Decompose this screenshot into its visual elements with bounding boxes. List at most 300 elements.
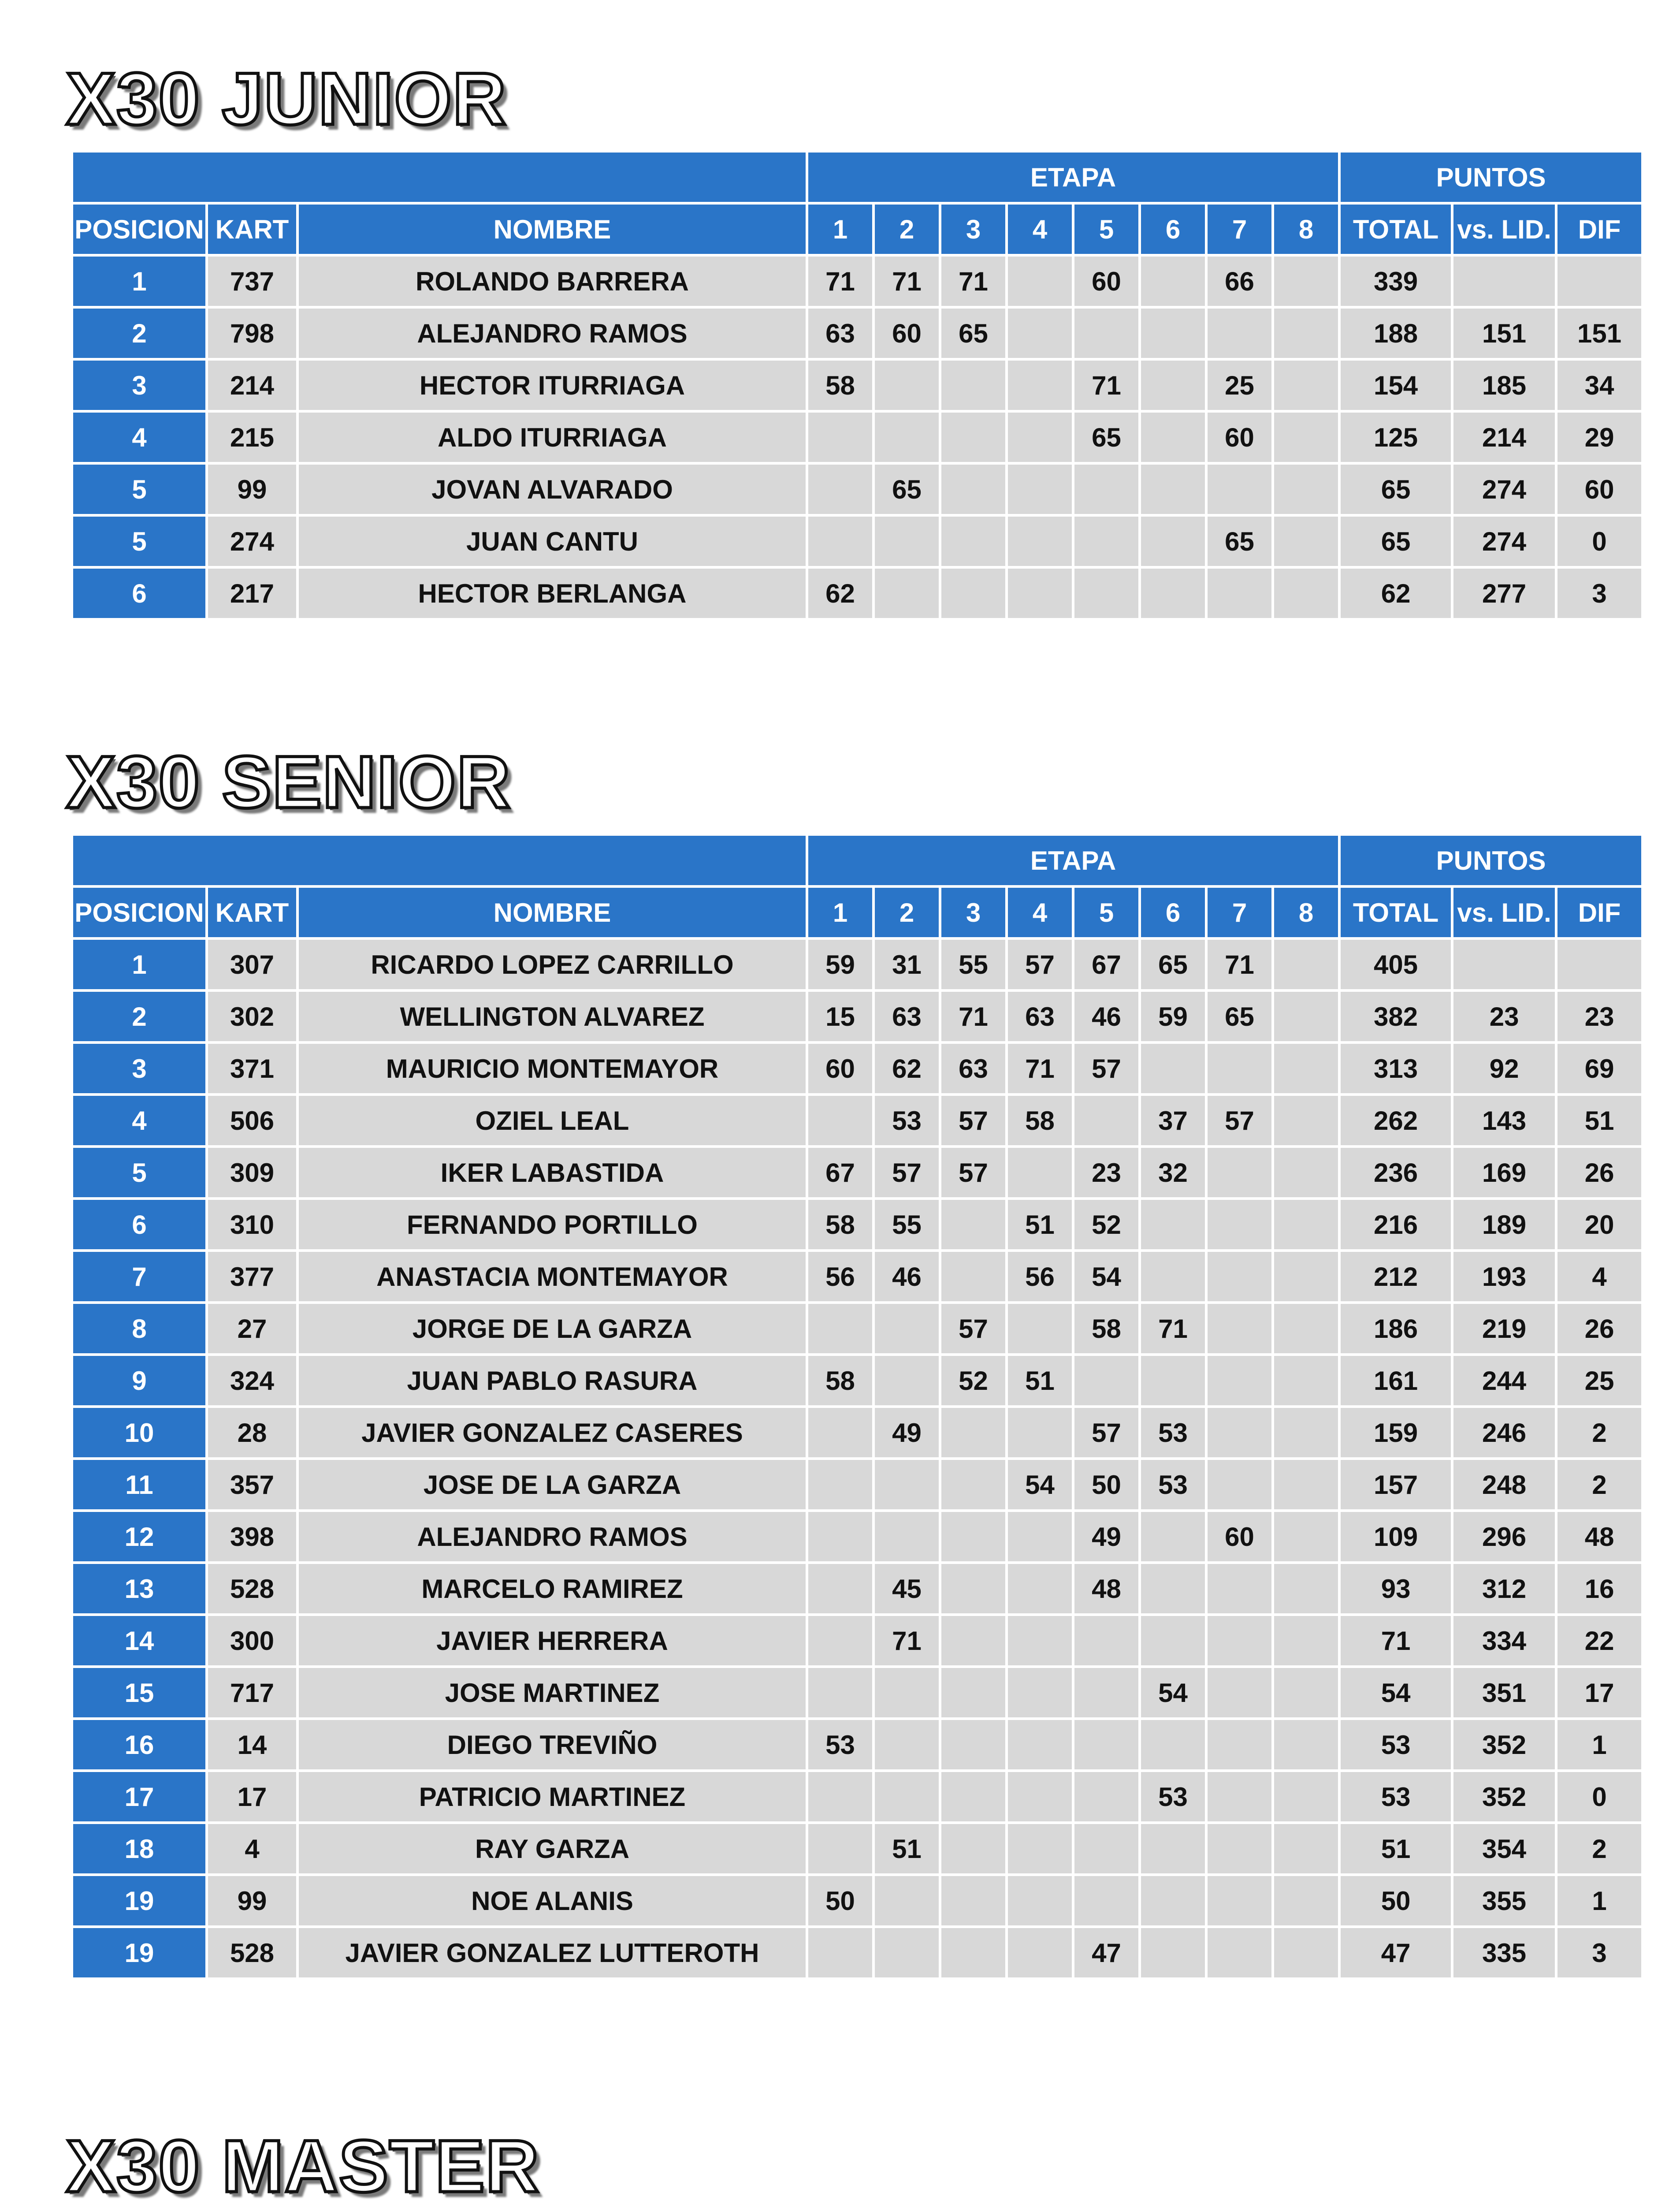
vs-leader-column-header: vs. LID. [1453, 205, 1555, 254]
position-cell: 5 [73, 517, 205, 566]
stage-column-header: 5 [1074, 888, 1138, 937]
kart-cell: 302 [208, 992, 296, 1041]
table-row [73, 569, 1641, 618]
difference-cell: 1 [1557, 1720, 1641, 1769]
total-points-cell: 54 [1341, 1668, 1451, 1717]
vs-leader-cell: 312 [1453, 1564, 1555, 1613]
stage-points-cell [1008, 1564, 1072, 1613]
stage-points-cell: 60 [808, 1044, 872, 1093]
table-row [73, 1044, 1641, 1093]
kart-cell: 274 [208, 517, 296, 566]
table-row [73, 1824, 1641, 1873]
stage-points-cell [1141, 1824, 1205, 1873]
stage-points-cell [941, 1876, 1005, 1925]
stage-points-cell [1141, 1876, 1205, 1925]
table-row [73, 1720, 1641, 1769]
stage-column-header: 4 [1008, 205, 1072, 254]
total-points-cell: 405 [1341, 940, 1451, 989]
stage-points-cell [941, 465, 1005, 514]
header-spacer [73, 836, 806, 885]
total-points-cell: 65 [1341, 465, 1451, 514]
stage-column-header: 2 [875, 888, 939, 937]
driver-name-cell: ALDO ITURRIAGA [299, 413, 806, 462]
difference-column-header: DIF [1557, 205, 1641, 254]
stage-points-cell [1074, 1356, 1138, 1405]
driver-name-cell: DIEGO TREVIÑO [299, 1720, 806, 1769]
driver-name-cell: IKER LABASTIDA [299, 1148, 806, 1197]
position-cell: 14 [73, 1616, 205, 1665]
stage-points-cell [1008, 1876, 1072, 1925]
vs-leader-cell: 246 [1453, 1408, 1555, 1457]
stage-points-cell: 58 [1008, 1096, 1072, 1145]
table-row [73, 309, 1641, 358]
stage-points-cell [1141, 1200, 1205, 1249]
stage-points-cell [1008, 1408, 1072, 1457]
stage-points-cell [808, 1928, 872, 1977]
stage-points-cell: 66 [1208, 257, 1271, 306]
total-column-header: TOTAL [1341, 888, 1451, 937]
table-row [73, 1876, 1641, 1925]
stage-points-cell [1274, 1044, 1338, 1093]
stage-points-cell: 56 [808, 1252, 872, 1301]
table-row [73, 1460, 1641, 1509]
stage-points-cell [808, 1564, 872, 1613]
table-row [73, 1564, 1641, 1613]
table-row [73, 1772, 1641, 1821]
stage-points-cell: 60 [1208, 413, 1271, 462]
stage-points-cell: 71 [875, 1616, 939, 1665]
stage-points-cell [941, 361, 1005, 410]
stage-points-cell: 67 [808, 1148, 872, 1197]
stage-points-cell [941, 1720, 1005, 1769]
stage-points-cell [1274, 992, 1338, 1041]
stage-points-cell [1208, 465, 1271, 514]
stage-points-cell: 57 [1008, 940, 1072, 989]
stage-points-cell: 57 [941, 1304, 1005, 1353]
stage-points-cell [1008, 1668, 1072, 1717]
difference-cell: 2 [1557, 1824, 1641, 1873]
stage-points-cell [1141, 1356, 1205, 1405]
vs-leader-cell: 277 [1453, 569, 1555, 618]
stage-points-cell: 57 [941, 1148, 1005, 1197]
total-points-cell: 157 [1341, 1460, 1451, 1509]
kart-cell: 28 [208, 1408, 296, 1457]
stage-points-cell [941, 1252, 1005, 1301]
total-points-cell: 53 [1341, 1720, 1451, 1769]
stage-points-cell [875, 1356, 939, 1405]
stage-points-cell [1141, 569, 1205, 618]
etapa-group-header: ETAPA [808, 153, 1338, 202]
vs-leader-cell: 334 [1453, 1616, 1555, 1665]
stage-points-cell [1141, 1928, 1205, 1977]
stage-points-cell: 58 [808, 1356, 872, 1405]
table-row [73, 1928, 1641, 1977]
stage-points-cell [1274, 1668, 1338, 1717]
stage-points-cell [1008, 1148, 1072, 1197]
stage-points-cell: 49 [875, 1408, 939, 1457]
kart-cell: 324 [208, 1356, 296, 1405]
stage-points-cell [941, 1460, 1005, 1509]
stage-points-cell: 54 [1141, 1668, 1205, 1717]
position-cell: 4 [73, 1096, 205, 1145]
vs-leader-cell: 214 [1453, 413, 1555, 462]
stage-points-cell: 47 [1074, 1928, 1138, 1977]
vs-leader-cell: 335 [1453, 1928, 1555, 1977]
stage-points-cell [1274, 1200, 1338, 1249]
stage-points-cell [875, 413, 939, 462]
stage-points-cell: 53 [808, 1720, 872, 1769]
total-points-cell: 62 [1341, 569, 1451, 618]
driver-name-cell: HECTOR ITURRIAGA [299, 361, 806, 410]
stage-points-cell [1074, 1876, 1138, 1925]
position-cell: 7 [73, 1252, 205, 1301]
stage-points-cell [1208, 1356, 1271, 1405]
kart-cell: 506 [208, 1096, 296, 1145]
stage-column-header: 3 [941, 888, 1005, 937]
stage-points-cell [1208, 1668, 1271, 1717]
table-row [73, 1304, 1641, 1353]
stage-points-cell: 63 [875, 992, 939, 1041]
section-title: X30 JUNIOR [66, 57, 507, 140]
stage-points-cell [1274, 1408, 1338, 1457]
kart-cell: 371 [208, 1044, 296, 1093]
position-cell: 19 [73, 1876, 205, 1925]
stage-points-cell [875, 1772, 939, 1821]
stage-points-cell [941, 1200, 1005, 1249]
total-points-cell: 339 [1341, 257, 1451, 306]
stage-points-cell [1208, 1720, 1271, 1769]
stage-points-cell [1208, 1772, 1271, 1821]
stage-points-cell [1208, 1876, 1271, 1925]
driver-name-cell: ALEJANDRO RAMOS [299, 1512, 806, 1561]
stage-points-cell [808, 1460, 872, 1509]
difference-cell: 34 [1557, 361, 1641, 410]
table-row [73, 1148, 1641, 1197]
puntos-group-header: PUNTOS [1341, 153, 1641, 202]
vs-leader-cell: 244 [1453, 1356, 1555, 1405]
group-header-row [73, 153, 1641, 202]
stage-points-cell: 65 [1208, 517, 1271, 566]
kart-cell: 528 [208, 1928, 296, 1977]
stage-points-cell [1008, 465, 1072, 514]
stage-points-cell [808, 1512, 872, 1561]
stage-points-cell [1074, 1824, 1138, 1873]
table-row [73, 517, 1641, 566]
vs-leader-cell: 274 [1453, 517, 1555, 566]
vs-leader-cell: 143 [1453, 1096, 1555, 1145]
driver-name-cell: WELLINGTON ALVAREZ [299, 992, 806, 1041]
driver-name-cell: JOVAN ALVARADO [299, 465, 806, 514]
stage-points-cell [1274, 1252, 1338, 1301]
stage-points-cell [1141, 257, 1205, 306]
stage-points-cell: 71 [1074, 361, 1138, 410]
stage-points-cell [1208, 1200, 1271, 1249]
driver-name-cell: MAURICIO MONTEMAYOR [299, 1044, 806, 1093]
total-points-cell: 159 [1341, 1408, 1451, 1457]
stage-points-cell: 63 [1008, 992, 1072, 1041]
total-points-cell: 50 [1341, 1876, 1451, 1925]
difference-cell: 23 [1557, 992, 1641, 1041]
stage-points-cell [1208, 1044, 1271, 1093]
stage-points-cell: 71 [941, 992, 1005, 1041]
stage-points-cell: 57 [1074, 1044, 1138, 1093]
driver-name-cell: ROLANDO BARRERA [299, 257, 806, 306]
stage-points-cell [1208, 1252, 1271, 1301]
stage-points-cell: 67 [1074, 940, 1138, 989]
stage-points-cell [1274, 257, 1338, 306]
stage-points-cell [941, 1928, 1005, 1977]
stage-points-cell: 71 [1008, 1044, 1072, 1093]
vs-leader-cell: 185 [1453, 361, 1555, 410]
stage-points-cell [1008, 1928, 1072, 1977]
difference-cell: 3 [1557, 569, 1641, 618]
stage-points-cell [1141, 1252, 1205, 1301]
total-points-cell: 47 [1341, 1928, 1451, 1977]
stage-points-cell: 55 [941, 940, 1005, 989]
position-column-header: POSICION [73, 888, 205, 937]
position-cell: 18 [73, 1824, 205, 1873]
table-row [73, 257, 1641, 306]
difference-cell: 69 [1557, 1044, 1641, 1093]
kart-cell: 4 [208, 1824, 296, 1873]
vs-leader-cell: 189 [1453, 1200, 1555, 1249]
kart-cell: 217 [208, 569, 296, 618]
stage-points-cell [875, 361, 939, 410]
stage-points-cell [941, 569, 1005, 618]
stage-points-cell: 54 [1008, 1460, 1072, 1509]
kart-cell: 377 [208, 1252, 296, 1301]
etapa-group-header: ETAPA [808, 836, 1338, 885]
stage-points-cell [1274, 1564, 1338, 1613]
stage-points-cell [1274, 309, 1338, 358]
stage-points-cell: 59 [808, 940, 872, 989]
difference-cell: 26 [1557, 1304, 1641, 1353]
position-cell: 15 [73, 1668, 205, 1717]
difference-cell: 22 [1557, 1616, 1641, 1665]
stage-points-cell [1274, 1356, 1338, 1405]
driver-name-cell: NOE ALANIS [299, 1876, 806, 1925]
position-column-header: POSICION [73, 205, 205, 254]
stage-points-cell: 57 [941, 1096, 1005, 1145]
stage-points-cell: 31 [875, 940, 939, 989]
vs-leader-cell [1453, 257, 1555, 306]
stage-points-cell: 71 [808, 257, 872, 306]
stage-points-cell [875, 1876, 939, 1925]
stage-points-cell [941, 1824, 1005, 1873]
stage-points-cell [808, 1824, 872, 1873]
stage-points-cell [1208, 1304, 1271, 1353]
difference-cell: 151 [1557, 309, 1641, 358]
kart-cell: 214 [208, 361, 296, 410]
driver-name-cell: JOSE DE LA GARZA [299, 1460, 806, 1509]
driver-name-cell: FERNANDO PORTILLO [299, 1200, 806, 1249]
total-points-cell: 236 [1341, 1148, 1451, 1197]
stage-points-cell [1074, 309, 1138, 358]
stage-points-cell [1208, 1148, 1271, 1197]
position-cell: 9 [73, 1356, 205, 1405]
stage-points-cell [1208, 309, 1271, 358]
stage-points-cell: 65 [1208, 992, 1271, 1041]
difference-cell: 60 [1557, 465, 1641, 514]
position-cell: 3 [73, 361, 205, 410]
position-cell: 5 [73, 1148, 205, 1197]
total-points-cell: 109 [1341, 1512, 1451, 1561]
table-row [73, 1512, 1641, 1561]
total-points-cell: 71 [1341, 1616, 1451, 1665]
table-row [73, 1408, 1641, 1457]
column-header-row [73, 888, 1641, 937]
stage-points-cell: 50 [1074, 1460, 1138, 1509]
stage-points-cell: 57 [1208, 1096, 1271, 1145]
driver-name-cell: JUAN PABLO RASURA [299, 1356, 806, 1405]
stage-points-cell [1141, 1044, 1205, 1093]
position-cell: 6 [73, 569, 205, 618]
driver-name-cell: HECTOR BERLANGA [299, 569, 806, 618]
driver-name-cell: JORGE DE LA GARZA [299, 1304, 806, 1353]
kart-cell: 717 [208, 1668, 296, 1717]
kart-cell: 398 [208, 1512, 296, 1561]
stage-points-cell [1074, 1096, 1138, 1145]
stage-points-cell [1074, 1772, 1138, 1821]
stage-points-cell [1274, 1616, 1338, 1665]
stage-points-cell: 54 [1074, 1252, 1138, 1301]
driver-name-cell: ALEJANDRO RAMOS [299, 309, 806, 358]
driver-name-cell: JAVIER GONZALEZ CASERES [299, 1408, 806, 1457]
stage-points-cell [1274, 1772, 1338, 1821]
stage-points-cell [875, 1512, 939, 1561]
table-row [73, 465, 1641, 514]
total-points-cell: 125 [1341, 413, 1451, 462]
stage-points-cell [941, 1564, 1005, 1613]
stage-points-cell [1141, 413, 1205, 462]
table-row [73, 1096, 1641, 1145]
driver-name-cell: JOSE MARTINEZ [299, 1668, 806, 1717]
driver-name-cell: JAVIER GONZALEZ LUTTEROTH [299, 1928, 806, 1977]
kart-cell: 798 [208, 309, 296, 358]
name-column-header: NOMBRE [299, 888, 806, 937]
kart-cell: 300 [208, 1616, 296, 1665]
difference-cell: 3 [1557, 1928, 1641, 1977]
stage-points-cell: 58 [808, 361, 872, 410]
stage-points-cell: 65 [875, 465, 939, 514]
stage-points-cell [1141, 1616, 1205, 1665]
stage-points-cell: 57 [1074, 1408, 1138, 1457]
total-points-cell: 188 [1341, 309, 1451, 358]
stage-points-cell: 65 [1141, 940, 1205, 989]
stage-points-cell: 53 [1141, 1408, 1205, 1457]
stage-points-cell [808, 1772, 872, 1821]
stage-points-cell: 56 [1008, 1252, 1072, 1301]
vs-leader-column-header: vs. LID. [1453, 888, 1555, 937]
stage-points-cell [1008, 1616, 1072, 1665]
table-row [73, 1356, 1641, 1405]
stage-column-header: 8 [1274, 888, 1338, 937]
stage-points-cell: 46 [1074, 992, 1138, 1041]
header-spacer [73, 153, 806, 202]
stage-points-cell [808, 1096, 872, 1145]
stage-points-cell: 71 [941, 257, 1005, 306]
stage-points-cell [1274, 1148, 1338, 1197]
stage-points-cell: 71 [1141, 1304, 1205, 1353]
stage-points-cell: 15 [808, 992, 872, 1041]
position-cell: 17 [73, 1772, 205, 1821]
stage-points-cell [1274, 413, 1338, 462]
stage-points-cell: 46 [875, 1252, 939, 1301]
stage-points-cell [1008, 361, 1072, 410]
difference-cell [1557, 940, 1641, 989]
stage-points-cell [808, 1668, 872, 1717]
total-points-cell: 154 [1341, 361, 1451, 410]
table-row [73, 1616, 1641, 1665]
stage-points-cell [808, 1616, 872, 1665]
vs-leader-cell: 219 [1453, 1304, 1555, 1353]
stage-points-cell [1208, 1824, 1271, 1873]
stage-points-cell [941, 1408, 1005, 1457]
table-row [73, 1200, 1641, 1249]
stage-points-cell [1074, 517, 1138, 566]
stage-points-cell: 52 [1074, 1200, 1138, 1249]
stage-points-cell [1074, 569, 1138, 618]
stage-points-cell [808, 465, 872, 514]
table-row [73, 413, 1641, 462]
kart-cell: 357 [208, 1460, 296, 1509]
position-cell: 5 [73, 465, 205, 514]
stage-points-cell [1208, 1564, 1271, 1613]
position-cell: 11 [73, 1460, 205, 1509]
kart-column-header: KART [208, 888, 296, 937]
stage-points-cell: 71 [875, 257, 939, 306]
stage-points-cell: 55 [875, 1200, 939, 1249]
driver-name-cell: PATRICIO MARTINEZ [299, 1772, 806, 1821]
stage-points-cell [875, 1928, 939, 1977]
vs-leader-cell: 296 [1453, 1512, 1555, 1561]
stage-points-cell: 62 [808, 569, 872, 618]
stage-points-cell: 59 [1141, 992, 1205, 1041]
stage-points-cell [1141, 465, 1205, 514]
total-points-cell: 51 [1341, 1824, 1451, 1873]
difference-cell: 17 [1557, 1668, 1641, 1717]
position-cell: 1 [73, 257, 205, 306]
vs-leader-cell: 352 [1453, 1772, 1555, 1821]
stage-points-cell [1008, 309, 1072, 358]
kart-cell: 14 [208, 1720, 296, 1769]
stage-points-cell [1008, 413, 1072, 462]
stage-points-cell: 53 [1141, 1772, 1205, 1821]
stage-points-cell [808, 1304, 872, 1353]
stage-points-cell: 63 [941, 1044, 1005, 1093]
stage-points-cell: 53 [875, 1096, 939, 1145]
stage-column-header: 2 [875, 205, 939, 254]
stage-points-cell: 58 [1074, 1304, 1138, 1353]
kart-cell: 215 [208, 413, 296, 462]
total-points-cell: 93 [1341, 1564, 1451, 1613]
vs-leader-cell: 92 [1453, 1044, 1555, 1093]
stage-points-cell [1074, 1720, 1138, 1769]
stage-points-cell [1208, 1460, 1271, 1509]
total-column-header: TOTAL [1341, 205, 1451, 254]
section-title: X30 SENIOR [66, 741, 511, 823]
stage-column-header: 7 [1208, 205, 1271, 254]
stage-points-cell [1274, 361, 1338, 410]
stage-points-cell: 62 [875, 1044, 939, 1093]
stage-points-cell [1274, 465, 1338, 514]
total-points-cell: 313 [1341, 1044, 1451, 1093]
vs-leader-cell: 352 [1453, 1720, 1555, 1769]
stage-points-cell [1208, 1616, 1271, 1665]
difference-cell: 51 [1557, 1096, 1641, 1145]
driver-name-cell: OZIEL LEAL [299, 1096, 806, 1145]
position-cell: 10 [73, 1408, 205, 1457]
